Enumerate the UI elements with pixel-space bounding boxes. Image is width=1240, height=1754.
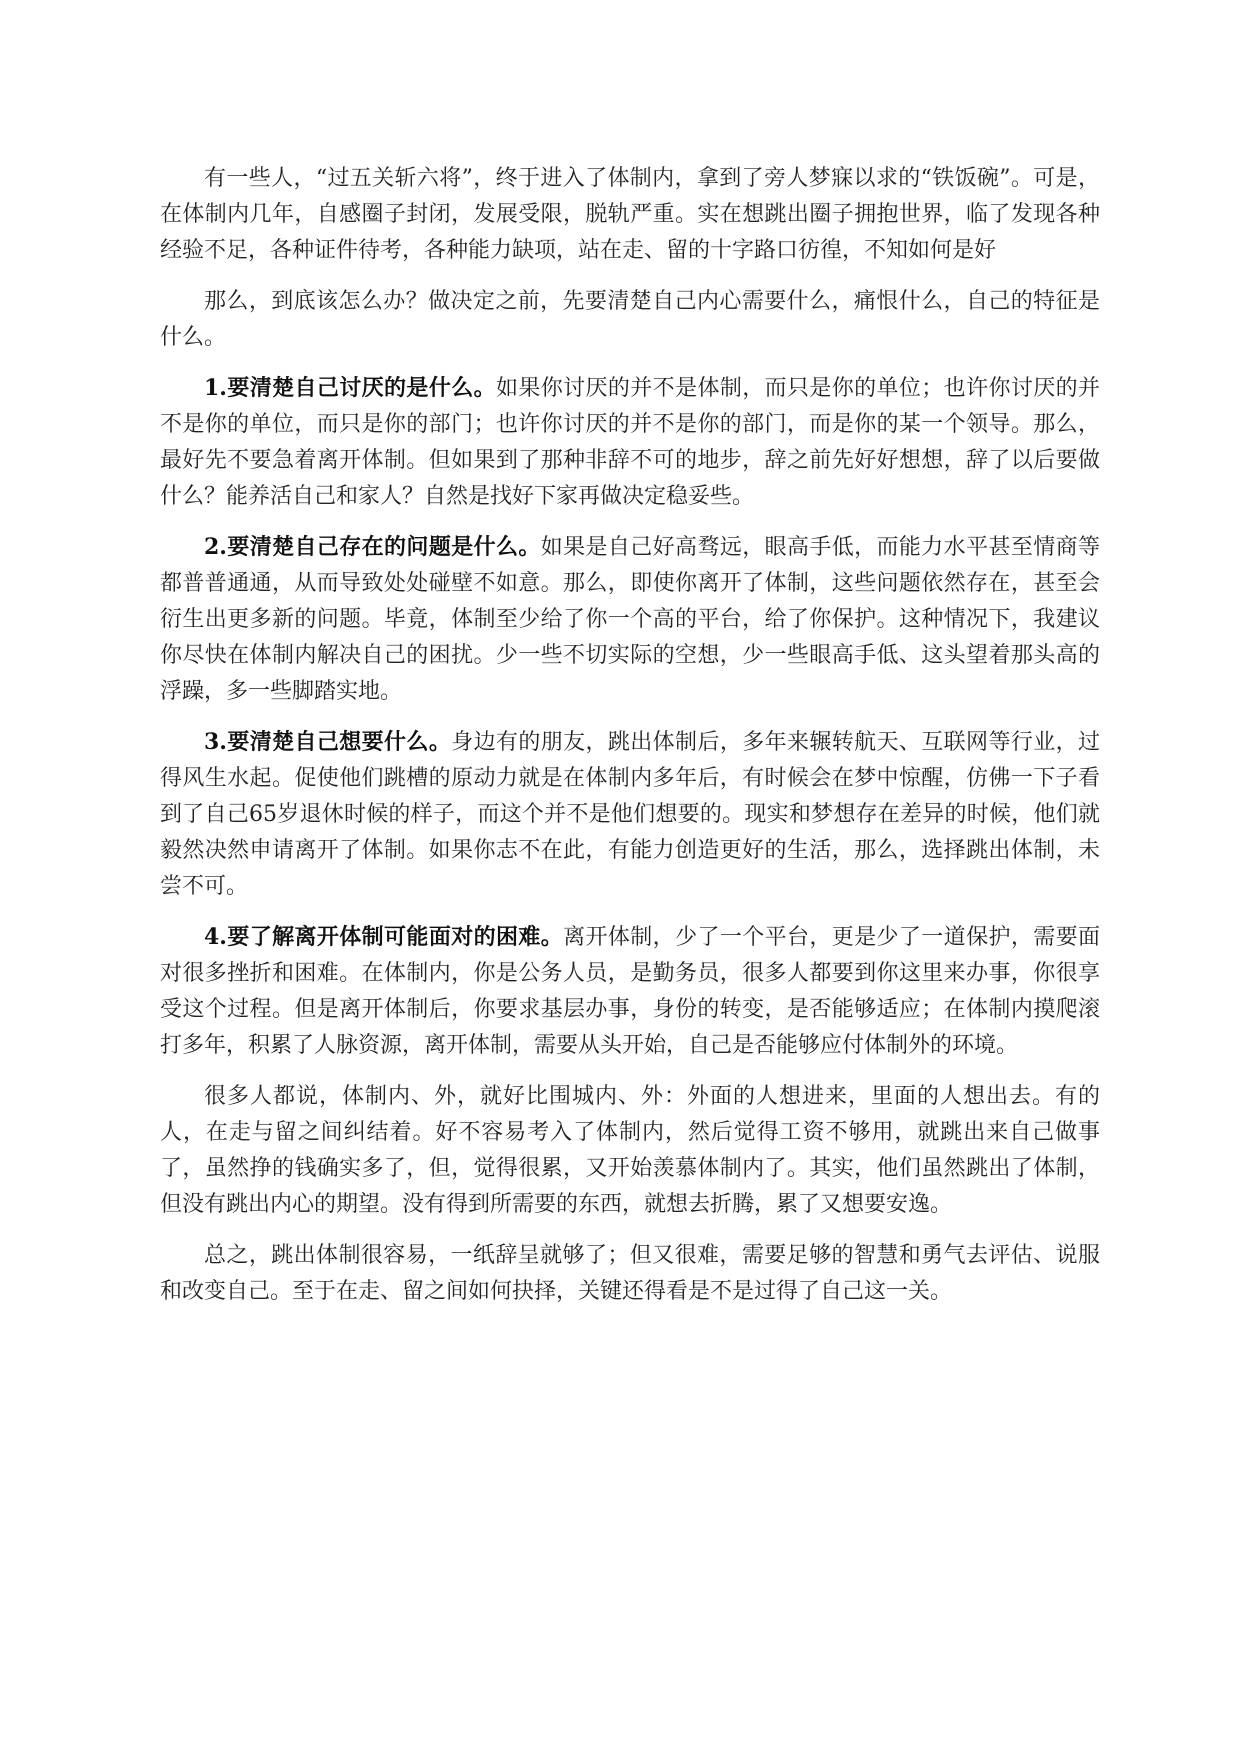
paragraph-text: 那么，到底该怎么办？做决定之前，先要清楚自己内心需要什么，痛恨什么，自己的特征是什么。 bbox=[160, 289, 1100, 350]
paragraph-question bbox=[160, 283, 1100, 356]
paragraph-conclusion bbox=[160, 1237, 1100, 1310]
paragraph-text: 有一些人，“过五关斩六将”，终于进入了体制内，拿到了旁人梦寐以求的“铁饭碗”。可是，在体制内几年，自感圈子封闭，发展受限，脱轨严重。实在想跳出圈子拥抱世界，临了发现各种经验不足，各种证件待考，各种能力缺项，站在走、留的十字路口彷徨，不知如何是好 bbox=[160, 166, 1100, 263]
paragraph-heading: 1.要清楚自己讨厌的是什么。 bbox=[204, 375, 496, 401]
paragraph-point-3 bbox=[160, 724, 1100, 905]
article-body bbox=[160, 160, 1100, 1324]
paragraph-heading: 2.要清楚自己存在的问题是什么。 bbox=[204, 534, 541, 560]
paragraph-point-1 bbox=[160, 370, 1100, 515]
paragraph-text: 身边有的朋友，跳出体制后，多年来辗转航天、互联网等行业，过得风生水起。促使他们跳槽的原动力就是在体制内多年后，有时候会在梦中惊醒，仿佛一下子看到了自己65岁退休时候的样子，而这个并不是他们想要的。现实和梦想存在差异的时候，他们就毅然决然申请离开了体制。如果你志不在此，有能力创造更好的生活，那么，选择跳出体制，未尝不可。 bbox=[160, 730, 1100, 899]
paragraph-heading: 4.要了解离开体制可能面对的困难。 bbox=[204, 924, 564, 950]
paragraph-text: 如果你讨厌的并不是体制，而只是你的单位；也许你讨厌的并不是你的单位，而只是你的部门；也许你讨厌的并不是你的部门，而是你的某一个领导。那么，最好先不要急着离开体制。但如果到了那种非辞不可的地步，辞之前先好好想想，辞了以后要做什么？能养活自己和家人？自然是找好下家再做决定稳妥些。 bbox=[160, 376, 1100, 509]
paragraph-text: 总之，跳出体制很容易，一纸辞呈就够了；但又很难，需要足够的智慧和勇气去评估、说服和改变自己。至于在走、留之间如何抉择，关键还得看是不是过得了自己这一关。 bbox=[160, 1243, 1100, 1304]
paragraph-text: 很多人都说，体制内、外，就好比围城内、外：外面的人想进来，里面的人想出去。有的人，在走与留之间纠结着。好不容易考入了体制内，然后觉得工资不够用，就跳出来自己做事了，虽然挣的钱确实多了，但，觉得很累，又开始羡慕体制内了。其实，他们虽然跳出了体制，但没有跳出内心的期望。没有得到所需要的东西，就想去折腾，累了又想要安逸。 bbox=[160, 1084, 1100, 1217]
paragraph-intro bbox=[160, 160, 1100, 269]
paragraph-besieged-city bbox=[160, 1078, 1100, 1223]
paragraph-point-2 bbox=[160, 529, 1100, 710]
paragraph-heading: 3.要清楚自己想要什么。 bbox=[204, 729, 452, 755]
paragraph-point-4 bbox=[160, 919, 1100, 1064]
paragraph-text: 如果是自己好高骛远，眼高手低，而能力水平甚至情商等都普普通通，从而导致处处碰壁不如意。那么，即使你离开了体制，这些问题依然存在，甚至会衍生出更多新的问题。毕竟，体制至少给了你一个高的平台，给了你保护。这种情况下，我建议你尽快在体制内解决自己的困扰。少一些不切实际的空想，少一些眼高手低、这头望着那头高的浮躁，多一些脚踏实地。 bbox=[160, 535, 1100, 704]
paragraph-text: 离开体制，少了一个平台，更是少了一道保护，需要面对很多挫折和困难。在体制内，你是公务人员，是勤务员，很多人都要到你这里来办事，你很享受这个过程。但是离开体制后，你要求基层办事，身份的转变，是否能够适应；在体制内摸爬滚打多年，积累了人脉资源，离开体制，需要从头开始，自己是否能够应付体制外的环境。 bbox=[160, 925, 1100, 1058]
